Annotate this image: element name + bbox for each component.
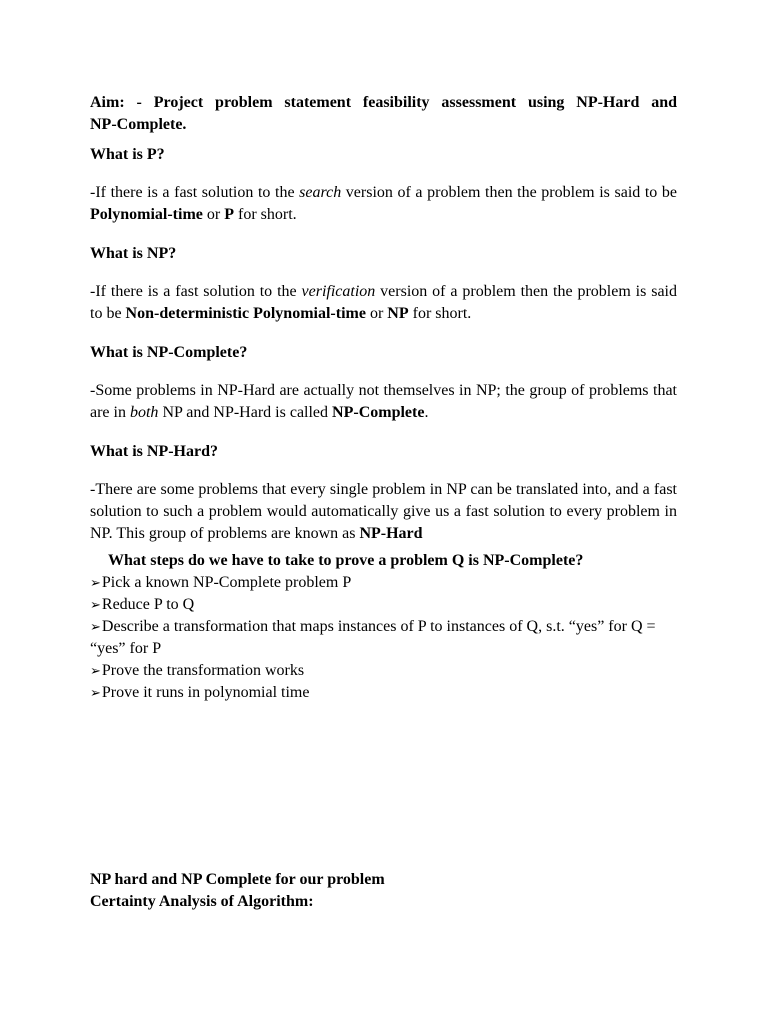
step-item: ➢ Prove the transformation works <box>90 660 677 682</box>
document-body <box>90 92 677 704</box>
aim-label: Aim: - <box>90 94 142 111</box>
answer-p: -If there is a fast solution to the search version of a problem then the problem is said to be Polynomial-time or P for short. <box>90 184 677 223</box>
step-item: ➢ Describe a transformation that maps instances of P to instances of Q, s.t. “yes” for Q = “yes” for P <box>90 616 677 660</box>
question-np-hard: What is NP-Hard? <box>90 443 218 460</box>
footer-heading-certainty: Certainty Analysis of Algorithm: <box>90 893 314 910</box>
step-item: ➢ Pick a known NP-Complete problem P <box>90 572 677 594</box>
question-p: What is P? <box>90 146 165 163</box>
answer-np-hard: -There are some problems that every single problem in NP can be translated into, and a fast solution to such a problem would automatically give us a fast solution to every problem in NP. This group of problems are known as NP-Hard <box>90 481 677 542</box>
answer-np-complete: -Some problems in NP-Hard are actually not themselves in NP; the group of problems that are in both NP and NP-Hard is called NP-Complete. <box>90 382 677 421</box>
steps-list <box>90 572 677 704</box>
step-item: ➢ Prove it runs in polynomial time <box>90 682 677 704</box>
question-np-complete: What is NP-Complete? <box>90 344 248 361</box>
step-item: ➢ Reduce P to Q <box>90 594 677 616</box>
footer-heading-np-problem: NP hard and NP Complete for our problem <box>90 871 385 888</box>
aim-text-line2: NP-Complete. <box>90 116 187 133</box>
question-np: What is NP? <box>90 245 177 262</box>
aim-statement <box>90 92 677 136</box>
answer-np: -If there is a fast solution to the verification version of a problem then the problem is said to be Non-deterministic Polynomial-time or NP for short. <box>90 283 677 322</box>
footer-headings <box>90 869 385 913</box>
steps-heading: What steps do we have to take to prove a problem Q is NP-Complete? <box>108 552 584 569</box>
aim-text-line1: Project problem statement feasibility assessment using NP-Hard and <box>153 94 678 111</box>
